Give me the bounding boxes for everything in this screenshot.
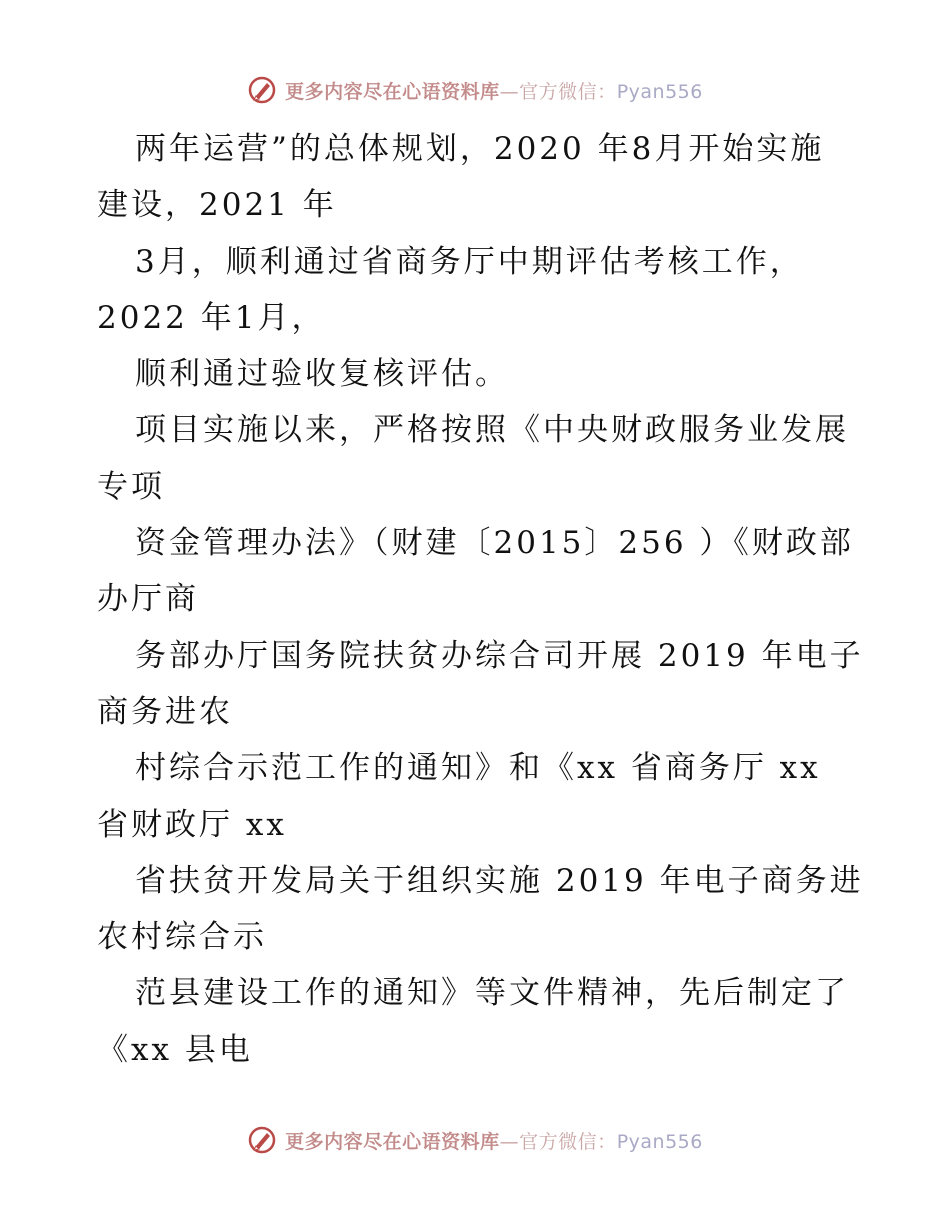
pen-logo-icon <box>247 1125 277 1155</box>
watermark-brand: 更多内容尽在心语资料库 <box>285 80 500 103</box>
watermark-official: 官方微信： <box>519 1130 617 1153</box>
watermark-brand: 更多内容尽在心语资料库 <box>285 1130 500 1153</box>
watermark-wechat-id: Pyan556 <box>616 80 703 103</box>
watermark-dash: — <box>499 80 520 103</box>
text-line: 顺利通过验收复核评估。 <box>135 356 509 393</box>
watermark-official: 官方微信： <box>519 80 617 103</box>
watermark-text <box>285 77 703 104</box>
text-line: 范县建设工作的通知》等文件精神，先后制定了 <box>135 975 849 1012</box>
pen-logo-icon <box>247 75 277 105</box>
text-line: 省扶贫开发局关于组织实施 2019 年电子商务进 <box>135 862 864 899</box>
text-line: 办厅商 <box>97 581 199 618</box>
watermark-wechat-id: Pyan556 <box>616 1130 703 1153</box>
text-line: 商务进农 <box>97 693 233 730</box>
text-line: 村综合示范工作的通知》和《xx 省商务厅 xx <box>135 750 821 787</box>
watermark-header <box>0 70 950 110</box>
text-line: 《xx 县电 <box>97 1031 253 1068</box>
watermark-footer <box>0 1120 950 1160</box>
text-line: 务部办厅国务院扶贫办综合司开展 2019 年电子 <box>135 637 864 674</box>
text-line: 建设，2021 年 <box>97 187 337 224</box>
text-line: 两年运营”的总体规划，2020 年8月开始实施 <box>135 131 825 167</box>
text-line: 专项 <box>97 468 165 505</box>
text-line: 省财政厅 xx <box>97 806 287 843</box>
text-line: 3月，顺利通过省商务厅中期评估考核工作， <box>135 243 804 280</box>
document-body <box>97 121 864 1078</box>
watermark-dash: — <box>499 1130 520 1153</box>
text-line: 农村综合示 <box>97 919 267 956</box>
text-line: 2022 年1月， <box>97 299 326 336</box>
watermark-text <box>285 1127 703 1154</box>
text-line: 项目实施以来，严格按照《中央财政服务业发展 <box>135 412 849 449</box>
text-line: 资金管理办法》（财建〔2015〕256 ）《财政部 <box>135 525 854 562</box>
